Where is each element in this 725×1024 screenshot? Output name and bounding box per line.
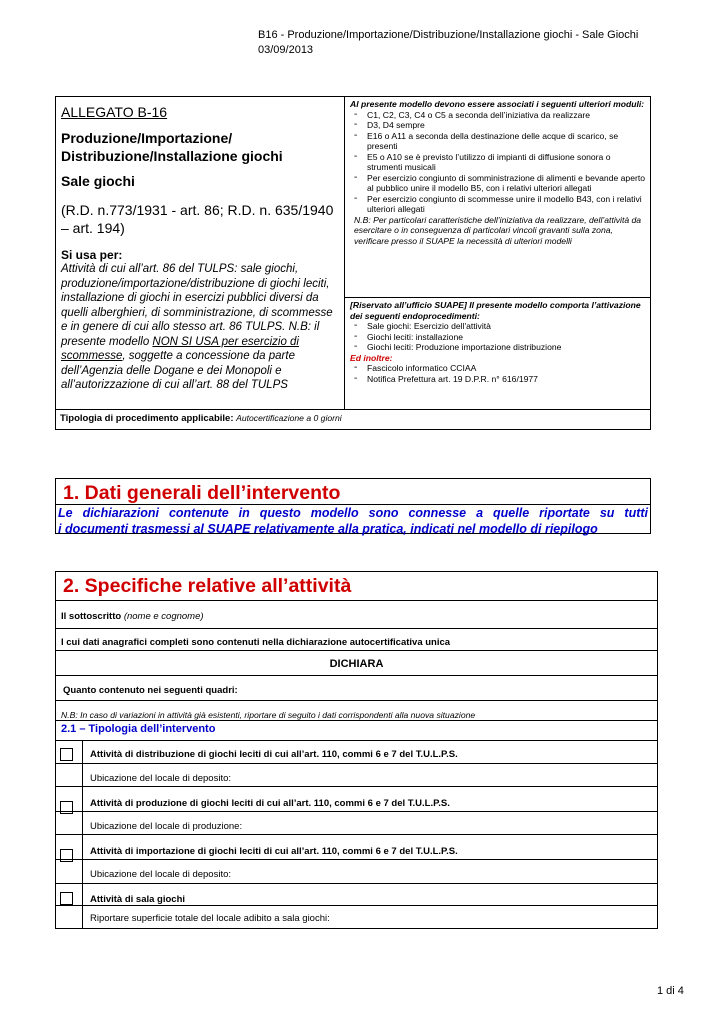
section-2-header: [56, 572, 657, 601]
riservato-section: [345, 297, 650, 384]
option-label: Attività di produzione di giochi leciti di cui all’art. 110, commi 6 e 7 del T.U.L.P.S.: [90, 798, 450, 809]
dichiara-row: DICHIARA: [56, 651, 657, 676]
ed-inoltre-label: Ed inoltre:: [350, 352, 393, 363]
page-header: [258, 28, 638, 58]
checkbox-column-divider: [82, 741, 83, 928]
section-1-title: 1. Dati generali dell’intervento: [63, 482, 341, 504]
section-2-box: [55, 571, 658, 929]
option-detail: Ubicazione del locale di deposito:: [90, 773, 232, 784]
option-detail: Ubicazione del locale di deposito:: [90, 869, 232, 880]
list-item: - E5 o A10 se è previsto l’utilizzo di impianti di diffusione sonora o strumenti musicali: [350, 152, 645, 173]
allegato-box: [55, 96, 651, 430]
list-item: - D3, D4 sempre: [350, 120, 645, 131]
section-1-note-line1: Le dichiarazioni contenute in questo modello sono connesse a quelle riportate su tutti: [58, 506, 648, 520]
tipologia-label: Tipologia di procedimento applicabile:: [60, 413, 234, 424]
sottoscritto-hint: (nome e cognome): [123, 611, 204, 622]
option-label: Attività di distribuzione di giochi leciti di cui all’art. 110, commi 6 e 7 del T.U.L.P.S.: [90, 749, 458, 760]
sottoscritto-label: Il sottoscritto: [61, 611, 122, 622]
moduli-nb: N.B: Per particolari caratteristiche dell’iniziativa da realizzare, dell’attività da esercitare o in conseguenza di particolari vincoli gravanti sulla zona, verificare presso il SUAPE la necessità di ulteriori modelli: [354, 214, 642, 246]
header-title: B16 - Produzione/Importazione/Distribuzione/Installazione giochi - Sale Giochi: [258, 29, 639, 41]
option-sala-giochi: [56, 884, 657, 906]
moduli-heading: Al presente modello devono essere associati i seguenti ulteriori moduli:: [350, 99, 645, 109]
list-item: - E16 o A11 a seconda della destinazione delle acque di scarico, se presenti: [350, 131, 645, 152]
list-item: - Giochi leciti: installazione: [350, 332, 645, 343]
option-detail: Riportare superficie totale del locale adibito a sala giochi:: [90, 913, 330, 924]
tipologia-row: [56, 409, 650, 429]
header-date: 03/09/2013: [258, 44, 314, 56]
list-item: - Per esercizio congiunto di somministrazione di alimenti e bevande aperto al pubblico unire il modello B5, con i relativi ulteriori allegati: [350, 173, 645, 194]
allegato-code: ALLEGATO B-16: [61, 104, 168, 120]
list-item: - Giochi leciti: Produzione importazione distribuzione: [350, 342, 645, 353]
nb-variazioni-row: N.B: In caso di variazioni in attività già esistenti, riportare di seguito i dati corrispondenti alla nuova situazione: [56, 701, 657, 721]
allegato-info: [56, 97, 345, 409]
moduli-list: [350, 110, 645, 215]
option-importazione: [56, 835, 657, 860]
option-produzione: [56, 787, 657, 812]
section-2-1-title: 2.1 – Tipologia dell’intervento: [56, 721, 657, 741]
sottoscritto-row[interactable]: [56, 601, 657, 629]
list-item: - Sale giochi: Esercizio dell'attività: [350, 321, 645, 332]
nb-underlined: NON SI USA per esercizio di scommesse: [61, 335, 299, 362]
quanto-row: Quanto contenuto nei seguenti quadri:: [56, 676, 657, 701]
list-item: - Fascicolo informatico CCIAA: [350, 363, 645, 374]
allegato-title: Produzione/Importazione/ Distribuzione/Installazione giochi: [61, 130, 283, 164]
page-number: 1 di 4: [657, 985, 684, 997]
list-item: - Notifica Prefettura art. 19 D.P.R. n° 616/1977: [350, 374, 645, 385]
tipologia-value: Autocertificazione a 0 giorni: [236, 413, 342, 423]
option-detail: Ubicazione del locale di produzione:: [90, 821, 243, 832]
dati-anagrafici-row: I cui dati anagrafici completi sono contenuti nella dichiarazione autocertificativa unica: [56, 629, 657, 651]
section-1-box: [55, 478, 651, 534]
si-usa-description: Attività di cui all’art. 86 del TULPS: sale giochi, produzione/importazione/distribuzione di giochi leciti, installazione di giochi in esercizi pubblici diversi da quelli alberghieri, di somministrazione, di scommesse e in genere di cui allo stesso art. 86 TULPS.: [61, 263, 333, 333]
si-usa-label: Si usa per:: [61, 248, 123, 262]
option-distribuzione: [56, 741, 657, 764]
riservato-heading: [Riservato all’ufficio SUAPE] Il presente modello comporta l’attivazione dei seguenti endoprocedimenti:: [350, 300, 641, 321]
nb-prefix: N.B: il presente modello: [61, 321, 320, 348]
allegato-legal-reference: (R.D. n.773/1931 - art. 86; R.D. n. 635/1940 – art. 194): [61, 202, 334, 236]
endoprocedimenti-list: [350, 321, 645, 353]
checkbox-sala-giochi[interactable]: [60, 892, 73, 905]
option-detail-row[interactable]: [56, 764, 657, 787]
option-detail-row[interactable]: [56, 812, 657, 835]
option-label: Attività di sala giochi: [90, 894, 186, 905]
si-usa-text: [61, 262, 339, 393]
section-1-note-line2: i documenti trasmessi al SUAPE relativamente alla pratica, indicati nel modello di riepilogo: [58, 522, 598, 536]
list-item: - C1, C2, C3, C4 o C5 a seconda dell’iniziativa da realizzare: [350, 110, 645, 121]
list-item: - Per esercizio congiunto di scommesse unire il modello B43, con i relativi ulteriori allegati: [350, 194, 645, 215]
allegato-subtitle: Sale giochi: [61, 173, 135, 189]
moduli-section: [345, 97, 650, 297]
section-2-title: 2. Specifiche relative all’attività: [63, 575, 352, 597]
checkbox-distribuzione[interactable]: [60, 748, 73, 761]
option-detail-row[interactable]: [56, 906, 657, 928]
option-label: Attività di importazione di giochi leciti di cui all’art. 110, commi 6 e 7 del T.U.L.P.S.: [90, 846, 458, 857]
option-detail-row[interactable]: [56, 860, 657, 884]
moduli-panel: [345, 97, 650, 409]
ed-inoltre-list: [350, 363, 645, 384]
nb-suffix: , soggette a concessione da parte dell’Agenzia delle Dogane e dei Monopoli e all’autorizzazione di cui all’art. 88 del TULPS: [61, 350, 295, 391]
